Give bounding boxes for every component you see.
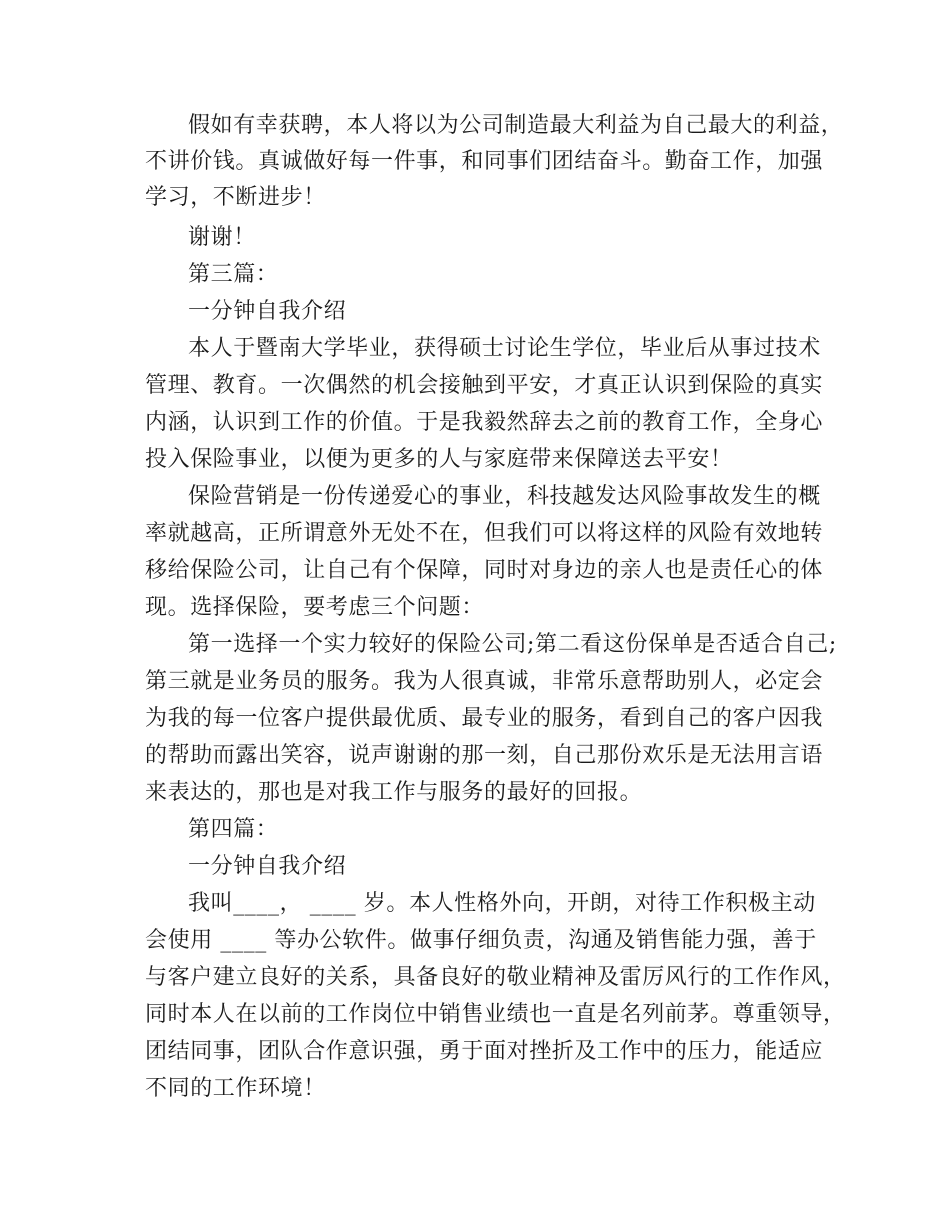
paragraph-line: 会使用 ____ 等办公软件。做事仔细负责，沟通及销售能力强，善于 [145,928,817,953]
paragraph-line: 内涵，认识到工作的价值。于是我毅然辞去之前的教育工作，全身心 [145,410,824,435]
paragraph-line: 管理、教育。一次偶然的机会接触到平安，才真正认识到保险的真实 [145,373,824,398]
paragraph-line: 我叫____， ____ 岁。本人性格外向，开朗，对待工作积极主动 [188,891,816,916]
paragraph-line: 为我的每一位客户提供最优质、最专业的服务，看到自己的客户因我 [145,706,824,731]
paragraph-line: 同时本人在以前的工作岗位中销售业绩也一直是名列前茅。尊重领导， [145,1002,846,1027]
paragraph-line: 团结同事，团队合作意识强，勇于面对挫折及工作中的压力，能适应 [145,1039,824,1064]
paragraph-line: 与客户建立良好的关系，具备良好的敬业精神及雷厉风行的工作作风， [145,965,846,990]
paragraph-line: 学习，不断进步！ [145,185,326,210]
paragraph-line: 本人于暨南大学毕业，获得硕士讨论生学位，毕业后从事过技术 [188,336,821,361]
paragraph-line: 现。选择保险，要考虑三个问题： [145,595,485,620]
section-heading: 第三篇： [188,262,279,287]
paragraph-line: 不同的工作环境！ [145,1076,326,1101]
section-subheading: 一分钟自我介绍 [188,299,347,324]
paragraph-line: 投入保险事业，以便为更多的人与家庭带来保障送去平安！ [145,447,733,472]
paragraph-line: 不讲价钱。真诚做好每一件事，和同事们团结奋斗。勤奋工作，加强 [145,149,824,174]
paragraph-line: 率就越高，正所谓意外无处不在，但我们可以将这样的风险有效地转 [145,521,824,546]
section-subheading: 一分钟自我介绍 [188,854,347,879]
paragraph-line: 第三就是业务员的服务。我为人很真诚，非常乐意帮助别人，必定会 [145,669,824,694]
paragraph-line: 第一选择一个实力较好的保险公司;第二看这份保单是否适合自己; [188,632,837,657]
paragraph-line: 的帮助而露出笑容，说声谢谢的那一刻，自己那份欢乐是无法用言语 [145,743,824,768]
paragraph-line: 来表达的，那也是对我工作与服务的最好的回报。 [145,780,643,805]
paragraph-line: 保险营销是一份传递爱心的事业，科技越发达风险事故发生的概 [188,484,821,509]
paragraph-line: 移给保险公司，让自己有个保障，同时对身边的亲人也是责任心的体 [145,558,824,583]
section-heading: 第四篇： [188,817,279,842]
paragraph-line: 假如有幸获聘，本人将以为公司制造最大利益为自己最大的利益， [188,113,844,138]
paragraph-line: 谢谢！ [188,225,256,250]
